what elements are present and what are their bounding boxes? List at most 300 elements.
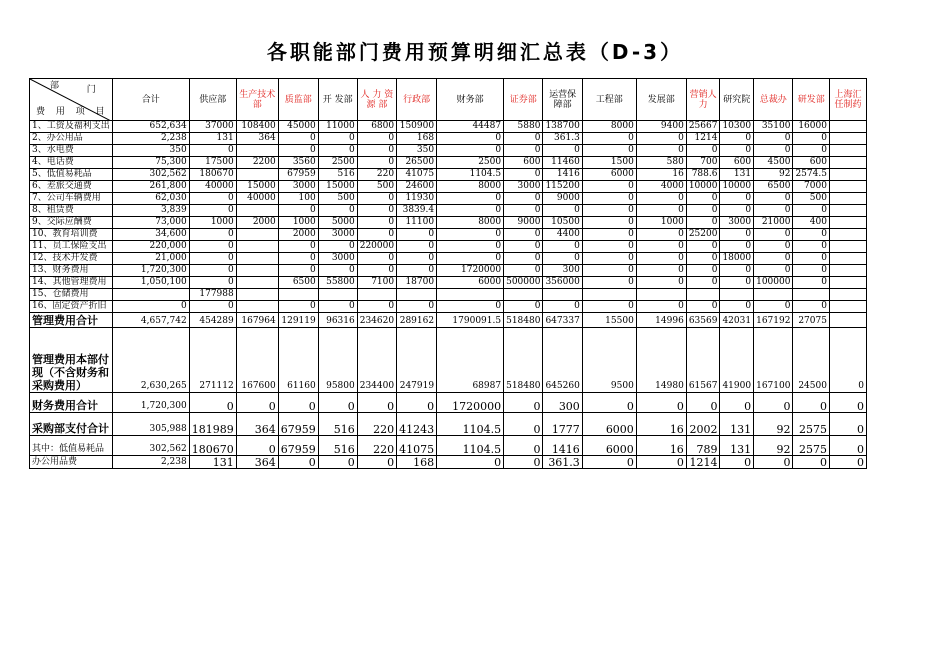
table-cell: 0 [278, 456, 318, 469]
table-cell: 0 [543, 241, 582, 253]
table-cell: 0 [504, 412, 543, 436]
table-cell [582, 289, 636, 301]
table-cell [236, 169, 278, 181]
table-cell: 0 [504, 436, 543, 456]
table-row [30, 265, 867, 277]
table-cell: 0 [504, 392, 543, 412]
table-cell: 0 [720, 265, 754, 277]
table-cell: 0 [357, 217, 396, 229]
table-cell: 500000 [504, 277, 543, 289]
table-cell: 41243 [397, 412, 437, 436]
table-cell: 68987 [437, 327, 504, 392]
table-cell: 1790091.5 [437, 313, 504, 328]
corner-label: 费 用 项 目 [36, 107, 109, 117]
table-cell: 2,238 [112, 133, 189, 145]
table-cell: 518480 [504, 327, 543, 392]
row-label: 16、固定资产折旧 [30, 301, 113, 313]
table-cell: 10300 [720, 121, 754, 133]
table-cell: 789 [686, 436, 720, 456]
table-cell: 0 [829, 412, 866, 436]
table-cell: 220,000 [112, 241, 189, 253]
table-cell: 305,988 [112, 412, 189, 436]
table-cell: 131 [720, 412, 754, 436]
table-cell [686, 289, 720, 301]
table-cell: 1720000 [437, 392, 504, 412]
table-cell [112, 289, 189, 301]
table-cell: 1,720,300 [112, 392, 189, 412]
table-cell: 0 [582, 301, 636, 313]
table-cell [829, 145, 866, 157]
table-cell: 0 [357, 392, 396, 412]
table-cell: 0 [793, 277, 830, 289]
table-cell: 0 [582, 392, 636, 412]
table-cell: 0 [720, 145, 754, 157]
table-cell: 0 [357, 253, 396, 265]
table-cell: 168 [397, 133, 437, 145]
table-cell: 11100 [397, 217, 437, 229]
table-cell: 10000 [686, 181, 720, 193]
table-cell: 0 [793, 392, 830, 412]
table-cell: 5000 [318, 217, 357, 229]
table-cell: 1720000 [437, 265, 504, 277]
column-header: 上海汇任制药 [829, 79, 866, 121]
table-cell: 8000 [582, 121, 636, 133]
table-cell: 11000 [318, 121, 357, 133]
table-cell: 0 [189, 241, 236, 253]
column-header: 质监部 [278, 79, 318, 121]
table-cell: 7000 [793, 181, 830, 193]
table-row [30, 241, 867, 253]
table-cell: 0 [793, 205, 830, 217]
table-cell: 0 [318, 133, 357, 145]
table-cell: 0 [720, 277, 754, 289]
table-cell: 0 [278, 301, 318, 313]
table-cell: 0 [357, 133, 396, 145]
table-cell: 67959 [278, 436, 318, 456]
table-cell [236, 289, 278, 301]
table-cell: 0 [278, 253, 318, 265]
column-header: 研发部 [793, 79, 830, 121]
table-cell: 220 [357, 169, 396, 181]
column-header: 供应部 [189, 79, 236, 121]
table-cell: 4500 [754, 157, 793, 169]
table-cell: 0 [189, 301, 236, 313]
table-cell [829, 169, 866, 181]
table-cell: 16 [636, 436, 686, 456]
table-cell: 516 [318, 169, 357, 181]
table-cell: 9400 [636, 121, 686, 133]
table-cell: 167964 [236, 313, 278, 328]
table-cell: 9000 [543, 193, 582, 205]
table-cell: 0 [318, 205, 357, 217]
table-cell: 518480 [504, 313, 543, 328]
table-cell: 234400 [357, 327, 396, 392]
table-cell: 0 [504, 145, 543, 157]
table-cell: 271112 [189, 327, 236, 392]
table-cell: 0 [636, 205, 686, 217]
table-cell: 0 [636, 193, 686, 205]
page-title: 各职能部门费用预算明细汇总表（D-3） [266, 40, 684, 64]
table-cell: 234620 [357, 313, 396, 328]
table-cell: 8000 [437, 217, 504, 229]
table-cell: 25667 [686, 121, 720, 133]
table-cell: 3000 [318, 253, 357, 265]
table-cell: 0 [397, 301, 437, 313]
table-cell: 0 [582, 145, 636, 157]
table-cell: 0 [754, 133, 793, 145]
table-cell: 0 [504, 241, 543, 253]
table-cell: 0 [278, 392, 318, 412]
table-row [30, 157, 867, 169]
table-cell: 4400 [543, 229, 582, 241]
column-header: 合计 [112, 79, 189, 121]
table-cell: 0 [793, 456, 830, 469]
table-cell: 300 [543, 392, 582, 412]
table-cell: 0 [720, 456, 754, 469]
table-cell [829, 157, 866, 169]
table-cell: 41900 [720, 327, 754, 392]
table-cell: 0 [437, 241, 504, 253]
table-cell: 1104.5 [437, 169, 504, 181]
table-cell [636, 289, 686, 301]
table-cell: 0 [686, 205, 720, 217]
table-cell [829, 253, 866, 265]
row-label: 采购部支付合计 [30, 412, 113, 436]
table-cell: 0 [318, 265, 357, 277]
table-cell [504, 289, 543, 301]
table-cell: 356000 [543, 277, 582, 289]
table-cell: 0 [754, 301, 793, 313]
table-cell [318, 289, 357, 301]
column-header: 工程部 [582, 79, 636, 121]
table-cell: 0 [582, 217, 636, 229]
corner-cell [30, 79, 113, 121]
table-cell: 0 [636, 456, 686, 469]
table-cell: 0 [754, 193, 793, 205]
table-cell: 180670 [189, 436, 236, 456]
table-cell: 0 [582, 181, 636, 193]
table-cell: 0 [189, 205, 236, 217]
table-cell: 0 [504, 133, 543, 145]
table-cell: 0 [278, 205, 318, 217]
table-cell: 0 [636, 229, 686, 241]
table-cell: 92 [754, 412, 793, 436]
table-cell: 0 [754, 241, 793, 253]
table-cell: 1416 [543, 169, 582, 181]
table-cell: 0 [793, 241, 830, 253]
table-cell: 500 [793, 193, 830, 205]
table-cell: 6000 [582, 412, 636, 436]
row-label: 11、员工保险支出 [30, 241, 113, 253]
table-cell: 788.6 [686, 169, 720, 181]
table-cell: 0 [189, 229, 236, 241]
row-label: 办公用品费 [30, 456, 113, 469]
corner-label: 门 [86, 85, 96, 95]
table-cell: 61567 [686, 327, 720, 392]
table-cell: 302,562 [112, 169, 189, 181]
table-cell: 0 [543, 145, 582, 157]
column-header: 研究院 [720, 79, 754, 121]
table-cell: 0 [278, 265, 318, 277]
table-cell: 1500 [582, 157, 636, 169]
table-cell: 4,657,742 [112, 313, 189, 328]
table-cell: 5880 [504, 121, 543, 133]
table-cell: 14980 [636, 327, 686, 392]
table-cell: 2002 [686, 412, 720, 436]
table-cell: 3000 [278, 181, 318, 193]
table-cell: 0 [189, 277, 236, 289]
column-header: 行政部 [397, 79, 437, 121]
table-cell: 8000 [437, 181, 504, 193]
table-cell: 0 [582, 229, 636, 241]
table-cell: 220000 [357, 241, 396, 253]
column-header: 人 力 资 源 部 [357, 79, 396, 121]
table-cell: 454289 [189, 313, 236, 328]
table-cell: 27075 [793, 313, 830, 328]
table-cell: 0 [754, 265, 793, 277]
table-cell: 0 [504, 301, 543, 313]
table-cell [397, 289, 437, 301]
table-cell: 0 [720, 301, 754, 313]
table-cell [543, 289, 582, 301]
table-cell: 0 [397, 229, 437, 241]
table-row [30, 313, 867, 328]
table-row [30, 133, 867, 145]
row-label: 6、差旅交通费 [30, 181, 113, 193]
table-cell: 41075 [397, 436, 437, 456]
table-cell: 0 [793, 133, 830, 145]
table-cell [829, 229, 866, 241]
row-label: 其中：低值易耗品 [30, 436, 113, 456]
table-cell: 0 [236, 436, 278, 456]
table-cell: 0 [504, 169, 543, 181]
table-cell: 168 [397, 456, 437, 469]
table-cell: 0 [829, 436, 866, 456]
table-cell: 0 [720, 241, 754, 253]
table-cell: 0 [720, 392, 754, 412]
table-cell: 0 [357, 229, 396, 241]
table-cell: 0 [318, 301, 357, 313]
table-cell: 0 [543, 301, 582, 313]
table-cell: 0 [437, 301, 504, 313]
table-cell: 0 [582, 456, 636, 469]
table-cell: 0 [754, 205, 793, 217]
table-cell: 1104.5 [437, 436, 504, 456]
table-cell: 0 [504, 253, 543, 265]
table-cell: 0 [829, 327, 866, 392]
table-cell [829, 241, 866, 253]
column-header: 总裁办 [754, 79, 793, 121]
table-row [30, 392, 867, 412]
table-cell: 0 [636, 133, 686, 145]
table-cell: 0 [754, 229, 793, 241]
table-cell: 138700 [543, 121, 582, 133]
table-cell [829, 205, 866, 217]
table-cell: 516 [318, 436, 357, 456]
table-cell [236, 265, 278, 277]
table-cell: 0 [720, 229, 754, 241]
table-cell: 92 [754, 436, 793, 456]
table-cell: 0 [189, 253, 236, 265]
column-header: 发展部 [636, 79, 686, 121]
table-cell: 16000 [793, 121, 830, 133]
table-cell: 34,600 [112, 229, 189, 241]
table-row [30, 121, 867, 133]
table-row [30, 277, 867, 289]
table-cell: 100000 [754, 277, 793, 289]
table-row [30, 217, 867, 229]
table-cell: 0 [437, 193, 504, 205]
table-cell: 0 [582, 205, 636, 217]
table-cell [829, 289, 866, 301]
row-label: 3、水电费 [30, 145, 113, 157]
table-cell: 0 [686, 241, 720, 253]
table-row [30, 169, 867, 181]
row-label: 管理费用本部付现（不含财务和采购费用） [30, 327, 113, 392]
table-row [30, 205, 867, 217]
table-cell: 300 [543, 265, 582, 277]
table-row [30, 456, 867, 469]
table-cell: 6000 [582, 436, 636, 456]
table-cell: 0 [582, 193, 636, 205]
table-cell: 0 [686, 193, 720, 205]
table-cell: 247919 [397, 327, 437, 392]
table-cell: 0 [318, 241, 357, 253]
table-cell: 2500 [437, 157, 504, 169]
table-cell: 600 [504, 157, 543, 169]
table-cell: 108400 [236, 121, 278, 133]
table-cell: 42031 [720, 313, 754, 328]
table-cell: 0 [754, 145, 793, 157]
table-cell: 0 [437, 229, 504, 241]
table-cell: 177988 [189, 289, 236, 301]
table-cell: 92 [754, 169, 793, 181]
table-cell: 14996 [636, 313, 686, 328]
table-cell [437, 289, 504, 301]
row-label: 14、其他管理费用 [30, 277, 113, 289]
table-cell: 0 [793, 229, 830, 241]
table-cell: 652,634 [112, 121, 189, 133]
table-cell: 167600 [236, 327, 278, 392]
table-cell: 6500 [278, 277, 318, 289]
table-cell: 21000 [754, 217, 793, 229]
table-cell: 364 [236, 133, 278, 145]
table-row [30, 145, 867, 157]
table-row [30, 289, 867, 301]
table-cell: 11930 [397, 193, 437, 205]
table-row [30, 229, 867, 241]
table-cell [278, 289, 318, 301]
column-header: 证券部 [504, 79, 543, 121]
table-cell: 131 [720, 436, 754, 456]
table-cell: 0 [357, 301, 396, 313]
table-cell: 10500 [543, 217, 582, 229]
table-cell [829, 301, 866, 313]
table-cell: 167100 [754, 327, 793, 392]
table-cell: 44487 [437, 121, 504, 133]
table-cell: 0 [189, 265, 236, 277]
table-cell: 9500 [582, 327, 636, 392]
table-cell: 0 [686, 392, 720, 412]
table-cell: 10000 [720, 181, 754, 193]
table-cell: 67959 [278, 412, 318, 436]
table-cell: 0 [686, 301, 720, 313]
table-cell: 361.3 [543, 133, 582, 145]
table-cell: 0 [720, 133, 754, 145]
table-cell: 15000 [318, 181, 357, 193]
row-label: 10、教育培训费 [30, 229, 113, 241]
table-cell: 0 [278, 133, 318, 145]
row-label: 12、技术开发费 [30, 253, 113, 265]
table-cell: 2000 [278, 229, 318, 241]
table-cell: 18700 [397, 277, 437, 289]
table-cell: 181989 [189, 412, 236, 436]
table-cell [829, 217, 866, 229]
table-cell [829, 181, 866, 193]
table-cell: 0 [543, 205, 582, 217]
table-cell: 0 [189, 193, 236, 205]
table-cell: 350 [112, 145, 189, 157]
table-cell: 0 [754, 392, 793, 412]
table-cell: 500 [357, 181, 396, 193]
table-cell: 0 [636, 277, 686, 289]
table-cell: 0 [582, 133, 636, 145]
table-cell: 0 [720, 193, 754, 205]
table-cell: 647337 [543, 313, 582, 328]
table-cell: 0 [793, 253, 830, 265]
row-label: 8、租赁费 [30, 205, 113, 217]
table-cell: 0 [793, 301, 830, 313]
table-cell: 73,000 [112, 217, 189, 229]
table-cell: 3000 [318, 229, 357, 241]
table-cell [236, 205, 278, 217]
table-cell: 0 [437, 205, 504, 217]
table-cell: 0 [636, 241, 686, 253]
header-row [30, 79, 867, 121]
table-cell: 3839.4 [397, 205, 437, 217]
table-cell: 150900 [397, 121, 437, 133]
table-cell: 2,630,265 [112, 327, 189, 392]
table-row [30, 436, 867, 456]
table-cell: 0 [582, 253, 636, 265]
table-cell: 2575 [793, 436, 830, 456]
table-cell: 1,050,100 [112, 277, 189, 289]
table-cell: 6500 [754, 181, 793, 193]
table-cell [236, 277, 278, 289]
table-cell: 600 [720, 157, 754, 169]
table-cell: 0 [636, 301, 686, 313]
table-cell [829, 133, 866, 145]
table-cell: 0 [754, 253, 793, 265]
table-cell: 0 [189, 145, 236, 157]
column-header: 营销人力 [686, 79, 720, 121]
table-cell: 0 [636, 253, 686, 265]
row-label: 13、财务费用 [30, 265, 113, 277]
table-cell [357, 289, 396, 301]
table-cell: 16 [636, 412, 686, 436]
table-cell: 1,720,300 [112, 265, 189, 277]
table-cell: 500 [318, 193, 357, 205]
table-cell: 96316 [318, 313, 357, 328]
table-cell: 0 [504, 229, 543, 241]
table-cell: 0 [437, 145, 504, 157]
table-cell: 1777 [543, 412, 582, 436]
table-row [30, 412, 867, 436]
table-cell: 129119 [278, 313, 318, 328]
table-cell: 131 [189, 133, 236, 145]
table-cell: 0 [236, 392, 278, 412]
table-cell: 1000 [189, 217, 236, 229]
